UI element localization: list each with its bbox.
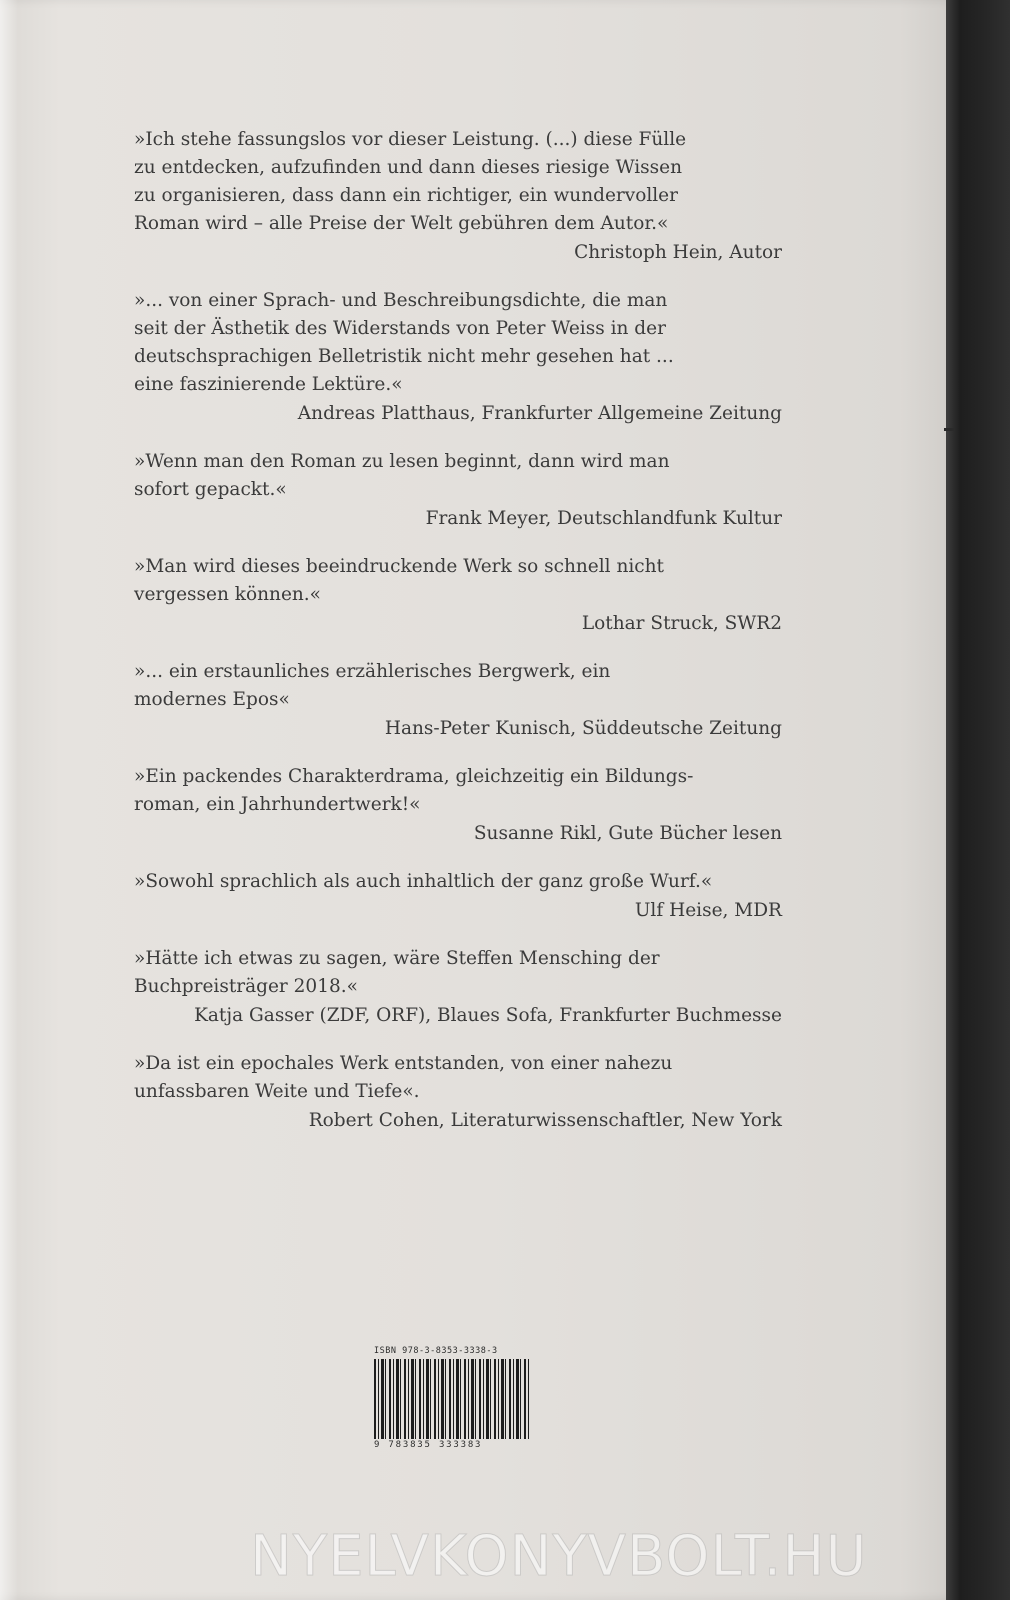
quote-attribution: Christoph Hein, Autor: [574, 242, 782, 263]
quote-line: »... ein erstaunliches erzählerisches Bergwerk, ein: [134, 661, 611, 682]
quote-line: »... von einer Sprach- und Beschreibungsdichte, die man: [134, 290, 668, 311]
quote-line: deutschsprachigen Belletristik nicht mehr gesehen hat ...: [134, 346, 674, 367]
quote-line: »Sowohl sprachlich als auch inhaltlich der ganz große Wurf.«: [134, 871, 713, 892]
quote-line: »Wenn man den Roman zu lesen beginnt, dann wird man: [134, 451, 670, 472]
quote-line: zu organisieren, dass dann ein richtiger, ein wundervoller: [134, 185, 678, 206]
ean-number: 9 783835 333383: [374, 1440, 483, 1450]
quote-attribution: Hans-Peter Kunisch, Süddeutsche Zeitung: [384, 718, 782, 739]
review-quote-6: [134, 763, 782, 851]
quote-attribution: Robert Cohen, Literaturwissenschaftler, New York: [308, 1110, 782, 1131]
quote-line: »Hätte ich etwas zu sagen, wäre Steffen Mensching der: [134, 948, 660, 969]
quote-line: unfassbaren Weite und Tiefe«.: [134, 1081, 420, 1102]
quote-line: »Da ist ein epochales Werk entstanden, von einer nahezu: [134, 1053, 673, 1074]
review-quote-8: [134, 945, 782, 1033]
quote-line: sofort gepackt.«: [134, 479, 287, 500]
quote-line: eine faszinierende Lektüre.«: [134, 374, 403, 395]
quote-line: Buchpreisträger 2018.«: [134, 976, 358, 997]
quote-line: zu entdecken, aufzufinden und dann dieses riesige Wissen: [134, 157, 683, 178]
barcode: [374, 1345, 544, 1451]
quote-line: vergessen können.«: [134, 584, 322, 605]
quote-line: »Ich stehe fassungslos vor dieser Leistung. (...) diese Fülle: [134, 129, 687, 150]
quote-line: roman, ein Jahrhundertwerk!«: [134, 794, 421, 815]
quote-attribution: Susanne Rikl, Gute Bücher lesen: [473, 823, 782, 844]
review-quote-5: [134, 658, 782, 746]
quote-attribution: Andreas Platthaus, Frankfurter Allgemeine Zeitung: [297, 403, 782, 424]
quote-line: »Man wird dieses beeindruckende Werk so schnell nicht: [134, 556, 664, 577]
quote-line: »Ein packendes Charakterdrama, gleichzeitig ein Bildungs-: [134, 766, 694, 787]
review-quote-9: [134, 1050, 782, 1138]
plastic-wrap-edge: [0, 0, 18, 1600]
quote-line: modernes Epos«: [134, 689, 290, 710]
quote-attribution: Katja Gasser (ZDF, ORF), Blaues Sofa, Frankfurter Buchmesse: [194, 1005, 782, 1026]
quote-line: Roman wird – alle Preise der Welt gebühren dem Autor.«: [134, 213, 669, 234]
quote-line: seit der Ästhetik des Widerstands von Peter Weiss in der: [134, 318, 666, 339]
review-quote-2: [134, 287, 782, 431]
review-quote-4: [134, 553, 782, 641]
quote-attribution: Ulf Heise, MDR: [634, 900, 782, 921]
review-quote-7: [134, 868, 782, 928]
barcode-bars-icon: [374, 1359, 530, 1439]
watermark: NYELVKONYVBOLT.HU: [250, 1524, 868, 1589]
spine-mark: [944, 428, 954, 431]
quote-attribution: Frank Meyer, Deutschlandfunk Kultur: [425, 508, 782, 529]
review-quote-3: [134, 448, 782, 536]
book-spine-edge: [946, 0, 1010, 1600]
isbn-label: ISBN 978-3-8353-3338-3: [374, 1346, 498, 1356]
review-quotes: [134, 126, 782, 1155]
quote-attribution: Lothar Struck, SWR2: [581, 613, 782, 634]
review-quote-1: [134, 126, 782, 270]
